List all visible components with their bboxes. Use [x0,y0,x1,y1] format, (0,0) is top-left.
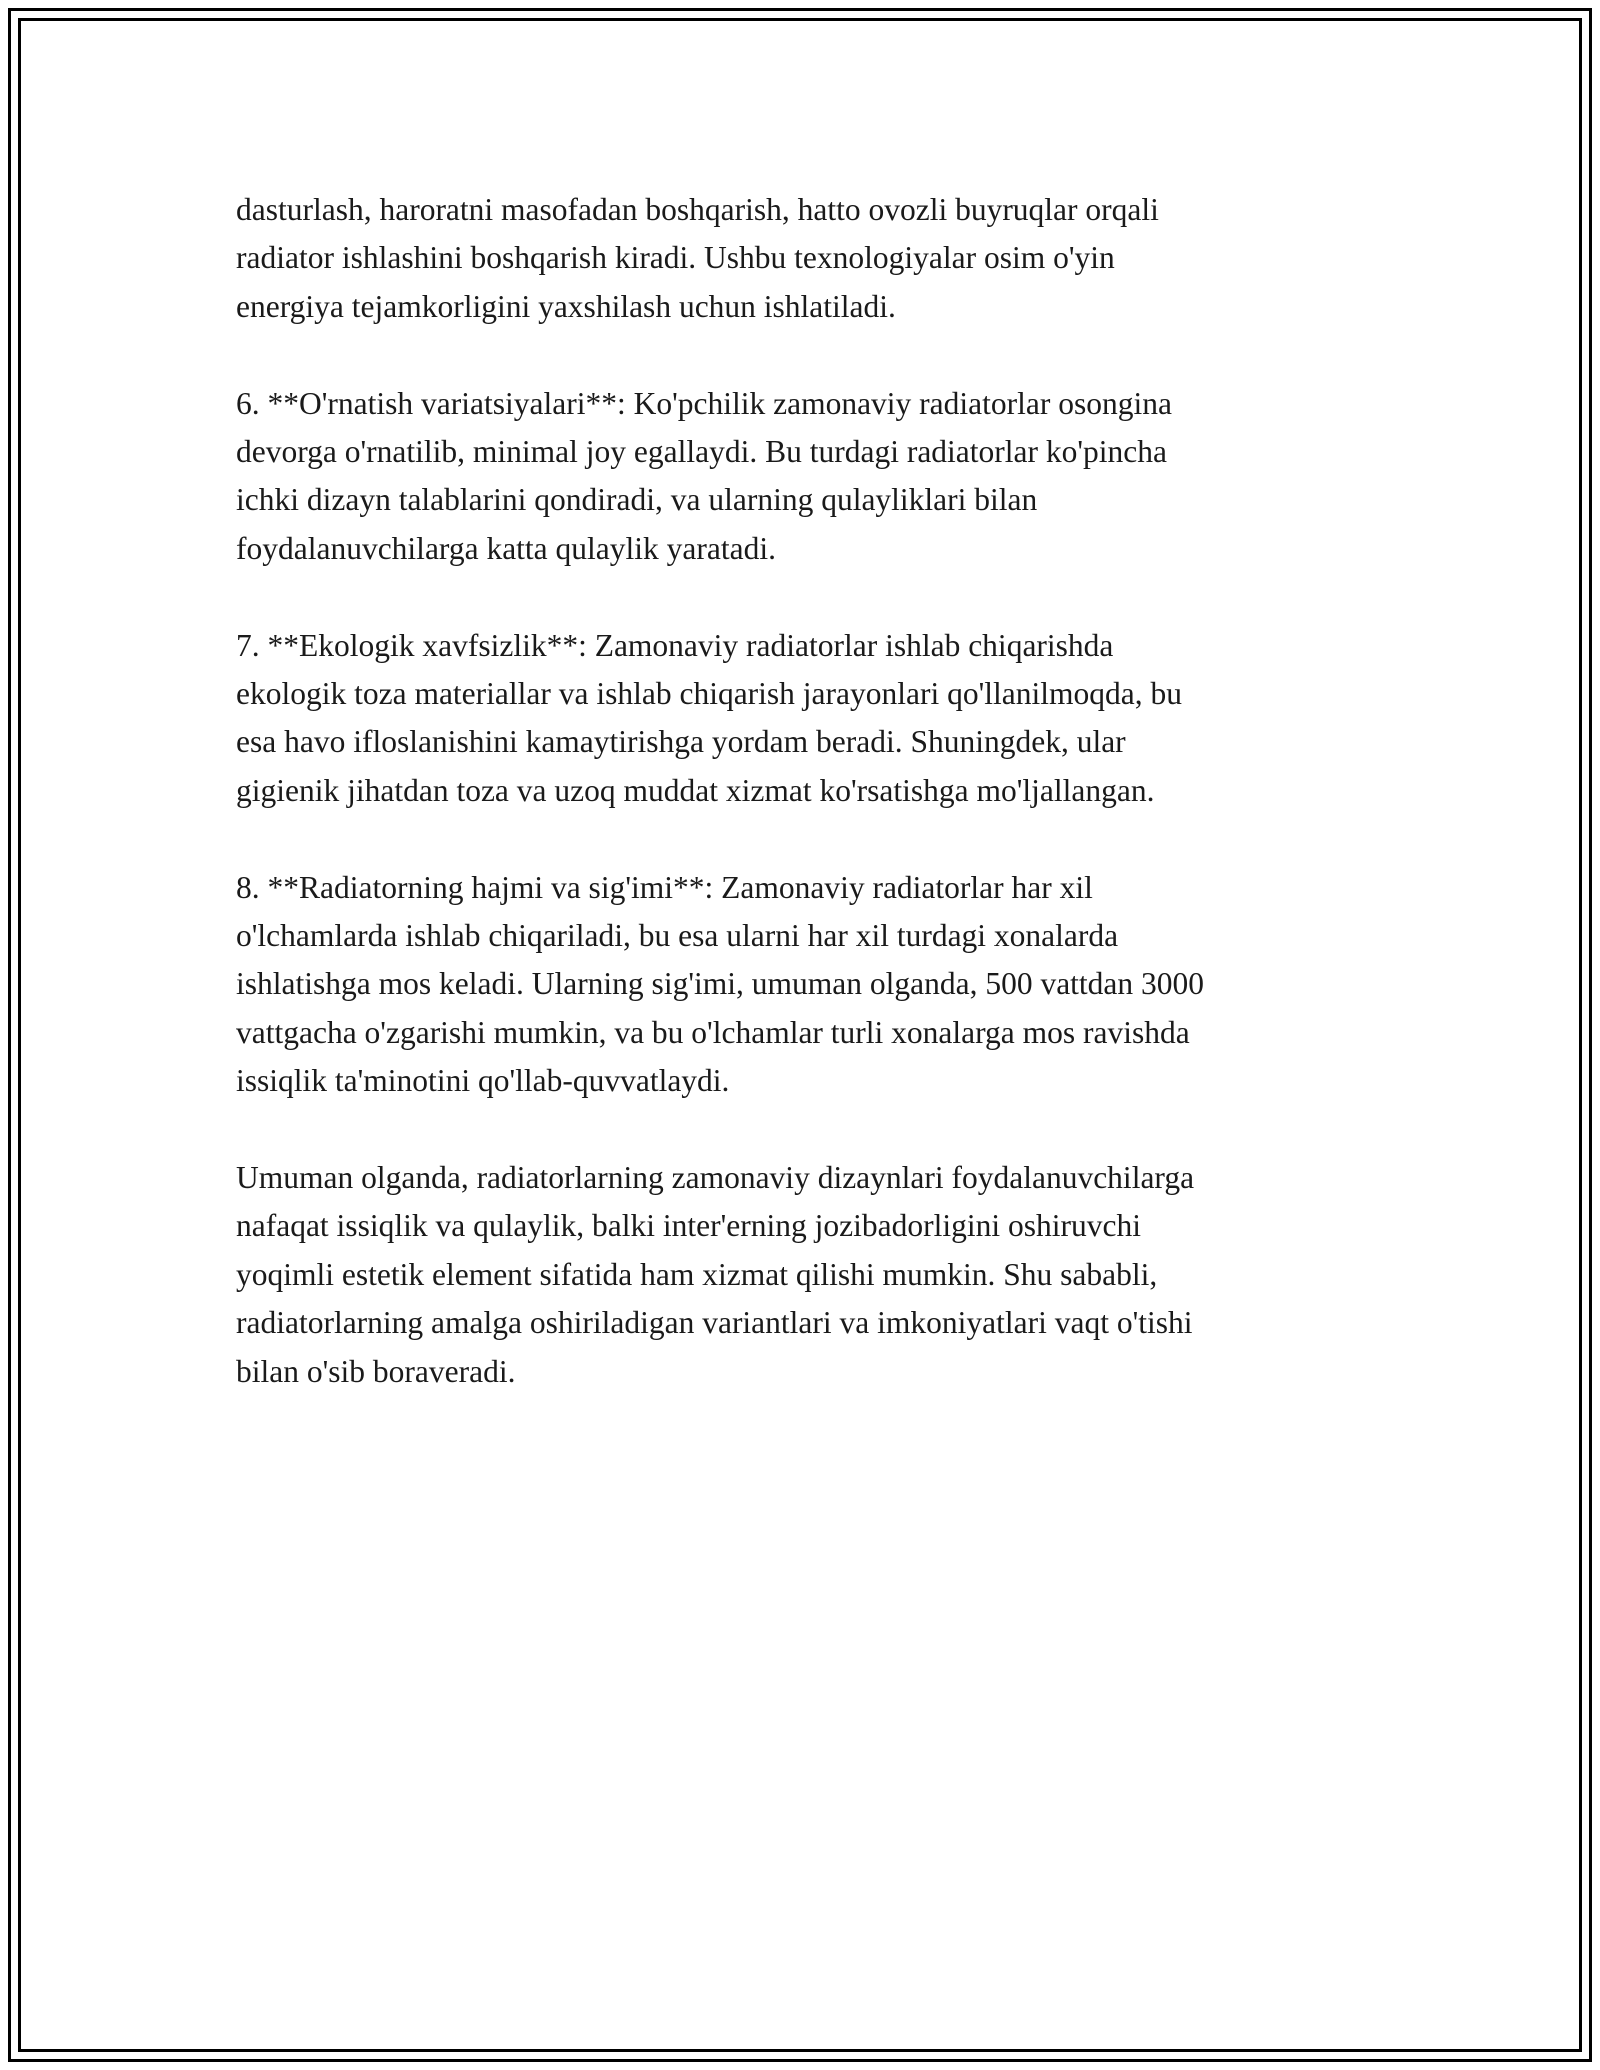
text-line: 6. **O'rnatish variatsiyalari**: Ko'pchilik zamonaviy radiatorlar osongina [236,385,1172,421]
text-line: Umuman olganda, radiatorlarning zamonaviy dizaynlari foydalanuvchilarga [236,1160,1195,1196]
text-line: foydalanuvchilarga katta qulaylik yaratadi. [236,530,776,566]
text-line: ichki dizayn talablarini qondiradi, va ularning qulayliklari bilan [236,482,1038,518]
paragraph-ecological-safety [236,622,1396,816]
text-line: issiqlik ta'minotini qo'llab-quvvatlaydi. [236,1063,730,1099]
paragraph-smart-control [236,186,1396,331]
text-line: bilan o'sib boraveradi. [236,1353,516,1389]
text-line: radiatorlarning amalga oshiriladigan variantlari va imkoniyatlari vaqt o'tishi [236,1305,1193,1341]
text-line: vattgacha o'zgarishi mumkin, va bu o'lchamlar turli xonalarga mos ravishda [236,1014,1190,1050]
text-line: ishlatishga mos keladi. Ularning sig'imi, umuman olganda, 500 vattdan 3000 [236,966,1205,1002]
text-line: esa havo ifloslanishini kamaytirishga yordam beradi. Shuningdek, ular [236,724,1126,760]
text-line: 8. **Radiatorning hajmi va sig'imi**: Zamonaviy radiatorlar har xil [236,869,1093,905]
text-line: gigienik jihatdan toza va uzoq muddat xizmat ko'rsatishga mo'ljallangan. [236,772,1155,808]
document-body [236,186,1396,1444]
text-line: o'lchamlarda ishlab chiqariladi, bu esa ularni har xil turdagi xonalarda [236,918,1119,954]
text-line: yoqimli estetik element sifatida ham xizmat qilishi mumkin. Shu sababli, [236,1256,1158,1292]
paragraph-size-capacity [236,864,1396,1106]
text-line: 7. **Ekologik xavfsizlik**: Zamonaviy radiatorlar ishlab chiqarishda [236,627,1114,663]
text-line: devorga o'rnatilib, minimal joy egallaydi. Bu turdagi radiatorlar ko'pincha [236,434,1168,470]
text-line: nafaqat issiqlik va qulaylik, balki inter'erning jozibadorligini oshiruvchi [236,1208,1141,1244]
text-line: ekologik toza materiallar va ishlab chiqarish jarayonlari qo'llanilmoqda, bu [236,676,1182,712]
paragraph-conclusion [236,1154,1396,1396]
text-line: radiator ishlashini boshqarish kiradi. Ushbu texnologiyalar osim o'yin [236,240,1115,276]
text-line: dasturlash, haroratni masofadan boshqarish, hatto ovozli buyruqlar orqali [236,192,1159,227]
text-line: energiya tejamkorligini yaxshilash uchun ishlatiladi. [236,288,896,324]
paragraph-installation-variations [236,380,1396,574]
